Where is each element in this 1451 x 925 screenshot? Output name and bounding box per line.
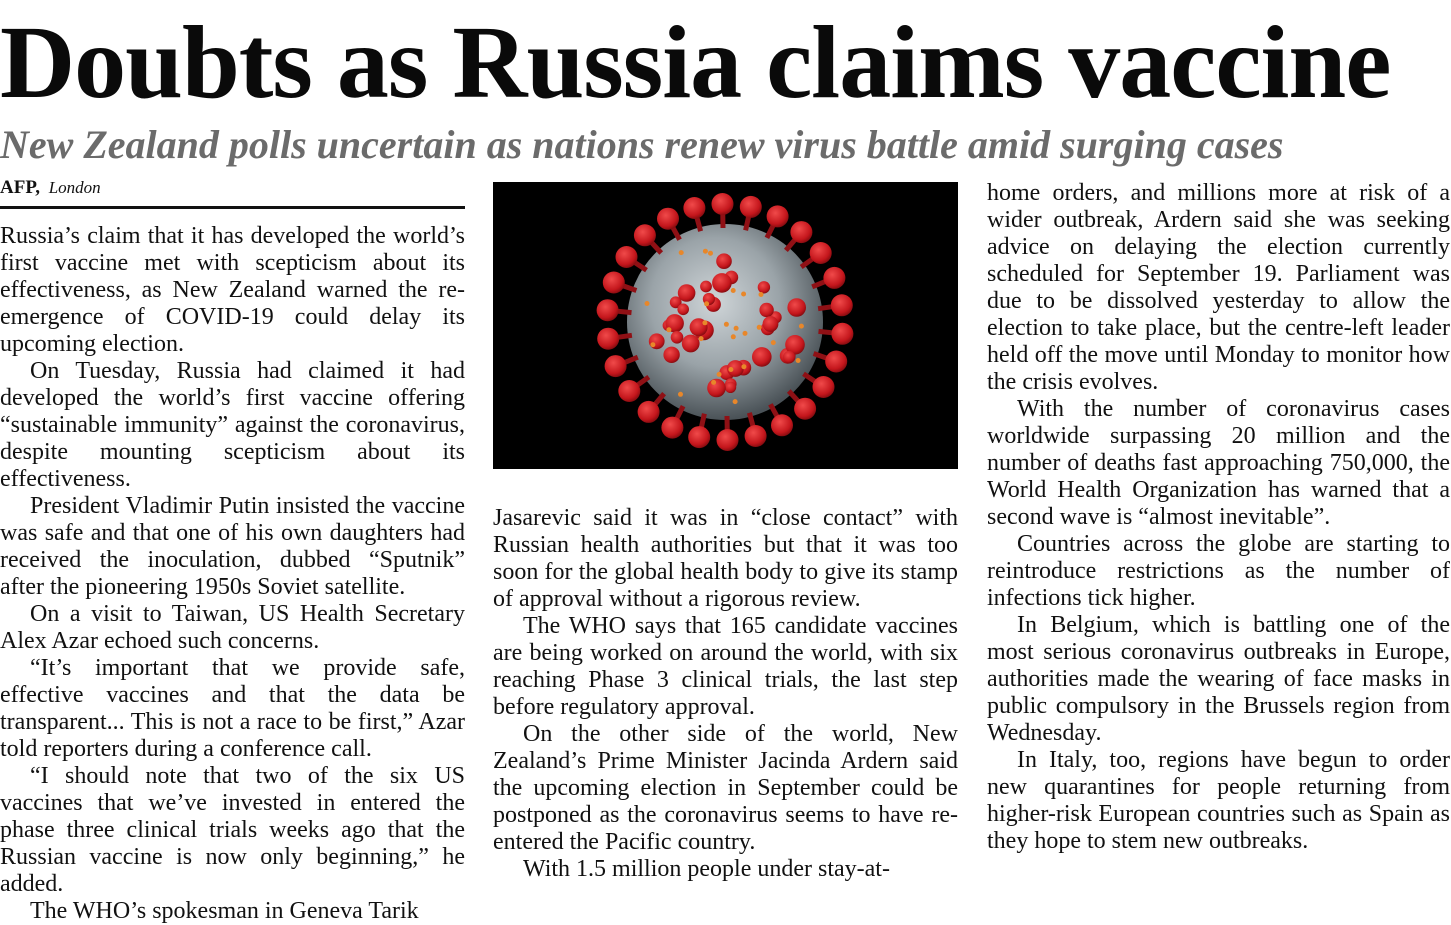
virus-protein-dot [679, 250, 684, 255]
virus-spike-head [634, 224, 656, 246]
virus-spike [752, 347, 772, 367]
virus-spike-head [688, 426, 710, 448]
virus-protein-dot [703, 249, 708, 254]
virus-protein-dot [733, 399, 738, 404]
virus-spike-head [683, 197, 705, 219]
virus-spike-head [825, 351, 847, 373]
paragraph: In Italy, too, regions have begun to order new quarantines for people returning from higher-risk European countries such as Spain as they hope to stem new outbreaks. [987, 747, 1450, 855]
virus-protein-dot [717, 372, 722, 377]
virus-protein-dot [759, 292, 764, 297]
virus-spike-head [810, 242, 832, 264]
virus-protein-dot [702, 320, 707, 325]
virus-spike [707, 379, 726, 398]
virus-spike-head [717, 429, 739, 451]
coronavirus-photo [493, 182, 958, 469]
coronavirus-illustration [493, 182, 958, 469]
paragraph: Jasarevic said it was in “close contact” with Russian health authorities but that it was too soon for the global health body to give its stamp of approval without a rigorous review. [493, 505, 958, 613]
virus-protein-dot [728, 367, 733, 372]
virus-protein-dot [699, 336, 704, 341]
paragraph: The WHO’s spokesman in Geneva Tarik [0, 898, 465, 925]
virus-spike [759, 303, 773, 317]
byline-city: London [49, 178, 101, 197]
virus-spike-head [813, 376, 835, 398]
paragraph: With the number of coronavirus cases worldwide surpassing 20 million and the number of deaths fast approaching 750,000, the World Health Organization has warned that a second wave is “almost inevitable”. [987, 396, 1450, 531]
virus-spike [671, 331, 684, 344]
virus-spike [677, 304, 689, 316]
virus-protein-dot [645, 301, 650, 306]
paragraph: home orders, and millions more at risk of a wider outbreak, Ardern said she was seeking advice on delaying the election currently scheduled for September 19. Parliament was due to be dissolved yesterday to allow the election to take place, but the centre-left leader held off the move until Monday to monitor how the crisis evolves. [987, 180, 1450, 396]
paragraph: On a visit to Taiwan, US Health Secretary Alex Azar echoed such concerns. [0, 601, 465, 655]
virus-spike [787, 298, 806, 317]
virus-spike [663, 347, 679, 363]
byline [0, 174, 465, 209]
paragraph: On the other side of the world, New Zealand’s Prime Minister Jacinda Ardern said the upcoming election in September could be postponed as the coronavirus seems to have re-entered the Pacific country. [493, 721, 958, 856]
paragraph: On Tuesday, Russia had claimed it had developed the world’s first vaccine offering “sustainable immunity” against the coronavirus, despite mounting scepticism about its effectiveness. [0, 358, 465, 493]
virus-protein-dot [704, 301, 709, 306]
virus-spike [678, 284, 696, 302]
virus-spike-head [616, 246, 638, 268]
virus-protein-dot [799, 324, 804, 329]
virus-protein-dot [771, 340, 776, 345]
virus-spike-head [638, 401, 660, 423]
virus-spike [763, 316, 779, 332]
article-column-1 [0, 223, 465, 925]
virus-protein-dot [741, 364, 746, 369]
virus-spike-head [745, 425, 767, 447]
virus-protein-dot [650, 342, 655, 347]
virus-protein-dot [708, 251, 713, 256]
virus-spike-head [790, 221, 812, 243]
virus-spike [783, 351, 795, 363]
article-column-3 [987, 180, 1450, 855]
virus-spike-head [603, 272, 625, 294]
virus-protein-dot [666, 327, 671, 332]
virus-protein-dot [731, 334, 736, 339]
paragraph: “It’s important that we provide safe, effective vaccines and that the data be transparent... This is not a race to be first,” Azar told reporters during a conference call. [0, 655, 465, 763]
virus-spike [700, 281, 712, 293]
virus-spike-head [597, 299, 619, 321]
paragraph: The WHO says that 165 candidate vaccines are being worked on around the world, with six reaching Phase 3 clinical trials, the last step before regulatory approval. [493, 613, 958, 721]
virus-protein-dot [678, 392, 683, 397]
virus-spike-head [597, 328, 619, 350]
virus-spike-head [831, 294, 853, 316]
virus-spike [725, 382, 736, 393]
virus-protein-dot [796, 358, 801, 363]
paragraph: Russia’s claim that it has developed the world’s first vaccine met with scepticism about its effectiveness, as New Zealand warned the re-emergence of COVID-19 could delay its upcoming election. [0, 223, 465, 358]
headline: Doubts as Russia claims vaccine [0, 8, 1451, 118]
paragraph: In Belgium, which is battling one of the most serious coronavirus outbreaks in Europe, authorities made the wearing of face masks in public compulsory in the Brussels region from Wednesday. [987, 612, 1450, 747]
virus-spike-head [767, 205, 789, 227]
paragraph: President Vladimir Putin insisted the vaccine was safe and that one of his own daughters had received the inoculation, dubbed “Sputnik” after the pioneering 1950s Soviet satellite. [0, 493, 465, 601]
virus-spike-head [831, 323, 853, 345]
virus-spike [712, 273, 732, 293]
paragraph: “I should note that two of the six US vaccines that we’ve invested in entered the phase three clinical trials weeks ago that the Russian vaccine is now only beginning,” he added. [0, 763, 465, 898]
subheadline: New Zealand polls uncertain as nations renew virus battle amid surging cases [0, 122, 1451, 168]
paragraph: With 1.5 million people under stay-at- [493, 856, 958, 883]
virus-spike-head [712, 193, 734, 215]
virus-spike-head [657, 208, 679, 230]
virus-spike-head [661, 417, 683, 439]
virus-protein-dot [757, 325, 762, 330]
virus-protein-dot [711, 380, 716, 385]
virus-spike-head [618, 380, 640, 402]
virus-spike [716, 253, 732, 269]
virus-spike-head [740, 196, 762, 218]
virus-protein-dot [724, 322, 729, 327]
article-column-2 [493, 505, 958, 883]
virus-protein-dot [743, 331, 748, 336]
virus-spike [649, 333, 665, 349]
virus-spike [758, 281, 770, 293]
paragraph: Countries across the globe are starting to reintroduce restrictions as the number of infections tick higher. [987, 531, 1450, 612]
virus-protein-dot [741, 292, 746, 297]
byline-agency: AFP, [0, 177, 40, 198]
virus-spike-head [605, 355, 627, 377]
virus-spike-head [771, 414, 793, 436]
virus-spike-head [794, 398, 816, 420]
virus-protein-dot [731, 288, 736, 293]
virus-protein-dot [734, 326, 739, 331]
virus-spike-head [823, 267, 845, 289]
